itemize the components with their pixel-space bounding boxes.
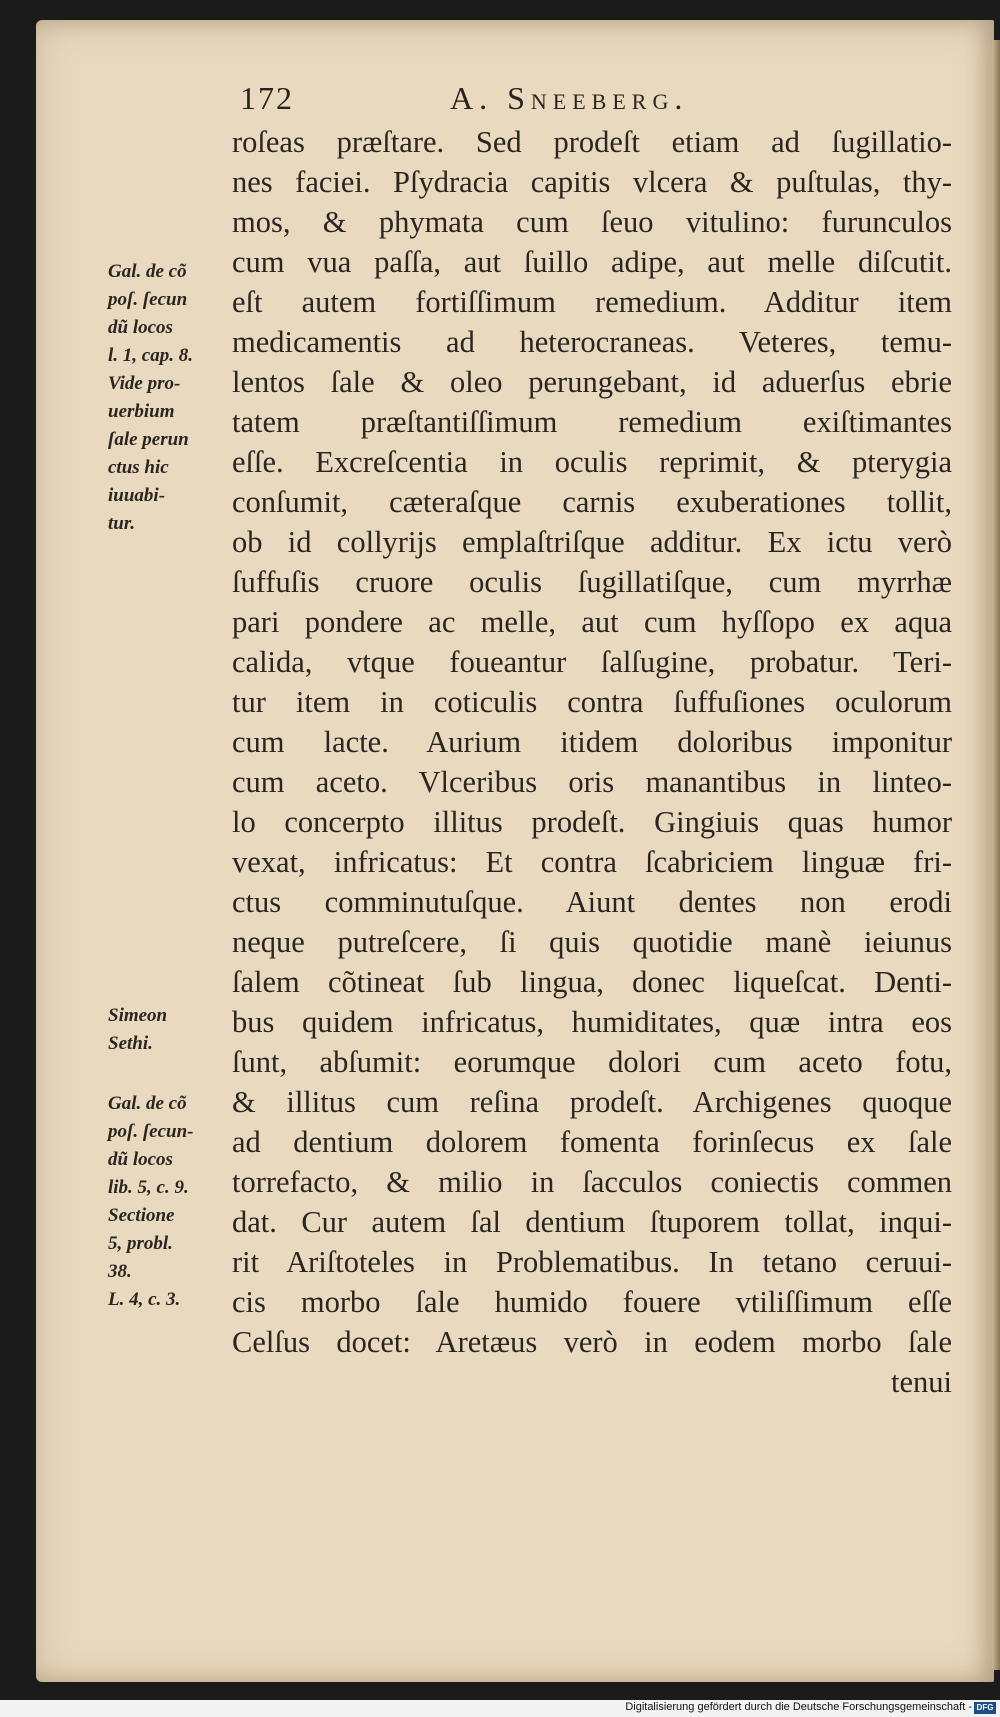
marginal-line: 38. bbox=[108, 1261, 132, 1282]
text-line: roſeas præſtare. Sed prodeſt etiam ad ſugillatio- bbox=[232, 125, 952, 159]
text-line: torrefacto, & milio in ſacculos coniectis commen bbox=[232, 1165, 952, 1199]
marginal-line: poſ. ſecun- bbox=[108, 1121, 194, 1142]
marginal-line: poſ. ſecun bbox=[108, 289, 188, 310]
text-line: ob id collyrijs emplaſtriſque additur. Ex ictu verò bbox=[232, 525, 952, 559]
marginal-note-galen-1 bbox=[108, 258, 230, 538]
marginal-line: Sethi. bbox=[108, 1033, 153, 1054]
text-line: & illitus cum reſina prodeſt. Archigenes quoque bbox=[232, 1085, 952, 1119]
footer-credit: Digitalisierung gefördert durch die Deutsche Forschungsgemeinschaft - bbox=[625, 1701, 972, 1713]
text-line: calida, vtque foueantur ſalſugine, probatur. Teri- bbox=[232, 645, 952, 679]
text-line: cum lacte. Aurium itidem doloribus imponitur bbox=[232, 725, 952, 759]
text-line: Celſus docet: Aretæus verò in eodem morbo ſale bbox=[232, 1325, 952, 1359]
text-line: neque putreſcere, ſi quis quotidie manè ieiunus bbox=[232, 925, 952, 959]
text-line: cum vua paſſa, aut ſuillo adipe, aut melle diſcutit. bbox=[232, 245, 952, 279]
text-line: cum aceto. Vlceribus oris manantibus in linteo- bbox=[232, 765, 952, 799]
page-edge bbox=[992, 40, 1000, 1670]
marginal-line: lib. 5, c. 9. bbox=[108, 1177, 189, 1198]
marginal-line: iuuabi- bbox=[108, 485, 166, 506]
text-line: medicamentis ad heterocraneas. Veteres, temu- bbox=[232, 325, 952, 359]
text-line: tatem præſtantiſſimum remedium exiſtimantes bbox=[232, 405, 952, 439]
running-head bbox=[240, 80, 760, 128]
marginal-line: L. 4, c. 3. bbox=[108, 1289, 181, 1310]
text-line: mos, & phymata cum ſeuo vitulino: furunculos bbox=[232, 205, 952, 239]
marginal-line: Simeon bbox=[108, 1005, 168, 1026]
text-line: nes faciei. Pſydracia capitis vlcera & puſtulas, thy- bbox=[232, 165, 952, 199]
text-line: pari pondere ac melle, aut cum hyſſopo ex aqua bbox=[232, 605, 952, 639]
marginal-line: 5, probl. bbox=[108, 1233, 173, 1254]
text-line: tur item in coticulis contra ſuffuſiones oculorum bbox=[232, 685, 952, 719]
text-line: ctus comminutuſque. Aiunt dentes non erodi bbox=[232, 885, 952, 919]
text-line: ſalem cõtineat ſub lingua, donec liqueſcat. Denti- bbox=[232, 965, 952, 999]
page-number: 172 bbox=[240, 80, 294, 116]
marginal-line: uerbium bbox=[108, 401, 175, 422]
body-text bbox=[232, 122, 952, 1402]
text-line: lentos ſale & oleo perungebant, id aduerſus ebrie bbox=[232, 365, 952, 399]
text-line: rit Ariſtoteles in Problematibus. In tetano ceruui- bbox=[232, 1245, 952, 1279]
text-line: eſt autem fortiſſimum remedium. Additur item bbox=[232, 285, 952, 319]
marginal-note-simeon-sethi bbox=[108, 1002, 230, 1058]
text-line: ſunt, abſumit: eorumque dolori cum aceto fotu, bbox=[232, 1045, 952, 1079]
text-line: dat. Cur autem ſal dentium ſtuporem tollat, inqui- bbox=[232, 1205, 952, 1239]
text-line: cis morbo ſale humido fouere vtiliſſimum eſſe bbox=[232, 1285, 952, 1319]
text-line: eſſe. Excreſcentia in oculis reprimit, & pterygia bbox=[232, 445, 952, 479]
dfg-logo-icon: DFG bbox=[974, 1702, 996, 1714]
marginal-line: Vide pro- bbox=[108, 373, 181, 394]
text-line: conſumit, cæteraſque carnis exuberationes tollit, bbox=[232, 485, 952, 519]
marginal-line: ſale perun bbox=[108, 429, 189, 450]
text-line: bus quidem infricatus, humiditates, quæ intra eos bbox=[232, 1005, 952, 1039]
marginal-note-galen-2 bbox=[108, 1090, 230, 1314]
marginal-line: ctus hic bbox=[108, 457, 169, 478]
marginal-line: dũ locos bbox=[108, 317, 173, 338]
marginal-line: Gal. de cõ bbox=[108, 1093, 187, 1114]
catchword: tenui bbox=[891, 1365, 952, 1399]
marginal-line: dũ locos bbox=[108, 1149, 173, 1170]
marginal-line: Gal. de cõ bbox=[108, 261, 187, 282]
text-line: lo concerpto illitus prodeſt. Gingiuis quas humor bbox=[232, 805, 952, 839]
text-line: ad dentium dolorem fomenta forinſecus ex ſale bbox=[232, 1125, 952, 1159]
marginal-line: l. 1, cap. 8. bbox=[108, 345, 193, 366]
header-title: A. Sneeberg. bbox=[450, 80, 689, 116]
text-line: ſuffuſis cruore oculis ſugillatiſque, cum myrrhæ bbox=[232, 565, 952, 599]
marginal-line: Sectione bbox=[108, 1205, 175, 1226]
text-line: vexat, infricatus: Et contra ſcabriciem linguæ fri- bbox=[232, 845, 952, 879]
marginal-line: tur. bbox=[108, 513, 135, 534]
